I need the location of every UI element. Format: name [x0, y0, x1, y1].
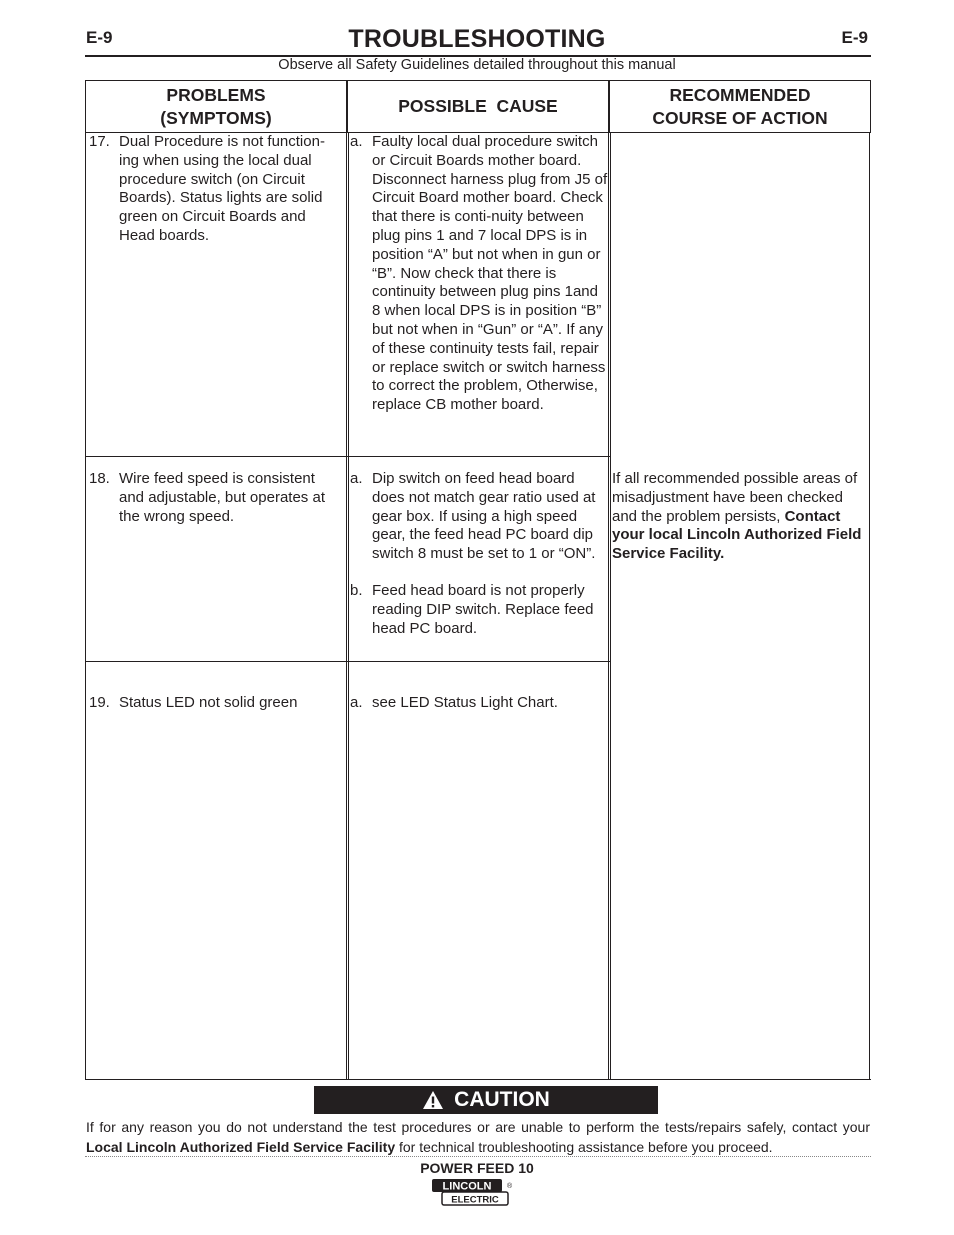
product-name: POWER FEED 10	[420, 1160, 534, 1176]
problem-text: Wire feed speed is consistent and adjustable, but operates at the wrong speed.	[119, 470, 325, 525]
row-divider	[85, 661, 610, 662]
table-divider	[610, 133, 611, 1080]
column-header-problems	[85, 80, 347, 133]
page-number-left: E-9	[86, 28, 113, 47]
warning-triangle-icon	[422, 1090, 444, 1110]
cause-letter: a.	[350, 694, 363, 711]
row-divider	[85, 456, 610, 457]
column-header-problems-line1: PROBLEMS	[166, 84, 266, 105]
table-divider	[608, 133, 609, 1080]
column-header-cause	[347, 80, 609, 133]
cause-text: Dip switch on feed head board does not match gear ratio used at gear box. If using a high speed gear, the feed head PC board dip switch 8 must be set to 1 or “ON”.	[372, 470, 596, 563]
problem-text: Dual Procedure is not function-ing when using the local dual procedure switch (on Circuit Boards). Status lights are solid green on Circuit Boards and Head boards.	[119, 133, 325, 244]
caution-bold: Local Lincoln Authorized Field Service Facility	[86, 1139, 396, 1155]
column-header-action	[609, 80, 871, 133]
caution-text-2: for technical troubleshooting assistance before you proceed.	[395, 1139, 773, 1155]
caution-banner	[314, 1086, 658, 1114]
page-number-right: E-9	[841, 28, 868, 47]
cause-text: see LED Status Light Chart.	[372, 694, 558, 711]
problem-number: 19.	[89, 694, 110, 711]
logo-bottom-text: ELECTRIC	[451, 1194, 499, 1206]
logo-top-text: LINCOLN	[442, 1180, 492, 1193]
problem-text: Status LED not solid green	[119, 694, 298, 711]
problem-number: 17.	[89, 133, 110, 150]
cause-text: Feed head board is not properly reading DIP switch. Replace feed head PC board.	[372, 582, 594, 637]
cause-letter: a.	[350, 470, 363, 487]
caution-label: CAUTION	[454, 1088, 550, 1111]
column-header-problems-line2: (SYMPTOMS)	[160, 107, 272, 128]
safety-note: Observe all Safety Guidelines detailed throughout this manual	[278, 57, 676, 73]
problem-number: 18.	[89, 470, 110, 487]
column-header-action-line2: COURSE OF ACTION	[652, 107, 828, 128]
logo-registered-mark: ®	[507, 1183, 513, 1190]
recommended-action	[612, 470, 870, 564]
action-contact: Contact your local Lincoln Authorized Field Service Facility.	[612, 507, 862, 563]
cause-text: Faulty local dual procedure switch or Circuit Boards mother board. Disconnect harness plug from J5 of Circuit Board mother board. Check that there is conti-nuity between plug pins 1 and 7 local DPS is in position “A” but not when in gun or “B”. Now check that there is continuity between plug pins 1and 8 when local DPS is in position “B” but not when in “Gun” or “A”. If any of these continuity tests fail, repair or replace switch or switch harness to correct the problem, Otherwise, replace CB mother board.	[372, 133, 608, 414]
action-text: If all recommended possible areas of misadjustment have been checked and the problem persists,	[612, 470, 858, 525]
column-header-action-line1: RECOMMENDED	[669, 84, 811, 105]
cause-letter: b.	[350, 582, 363, 599]
table-border-right	[869, 133, 870, 1080]
table-divider	[348, 133, 349, 1080]
table-border-left	[85, 133, 86, 1080]
page-title: TROUBLESHOOTING	[348, 25, 606, 53]
caution-note	[86, 1117, 870, 1157]
cause-letter: a.	[350, 133, 363, 150]
caution-text-1: If for any reason you do not understand the test procedures or are unable to perform the tests/repairs safely, contact your	[86, 1119, 870, 1135]
lincoln-electric-logo	[431, 1178, 513, 1208]
footer-rule	[85, 1156, 871, 1157]
column-header-cause-label: POSSIBLE CAUSE	[398, 96, 558, 116]
table-border-bottom	[85, 1079, 871, 1080]
table-divider	[346, 133, 347, 1080]
